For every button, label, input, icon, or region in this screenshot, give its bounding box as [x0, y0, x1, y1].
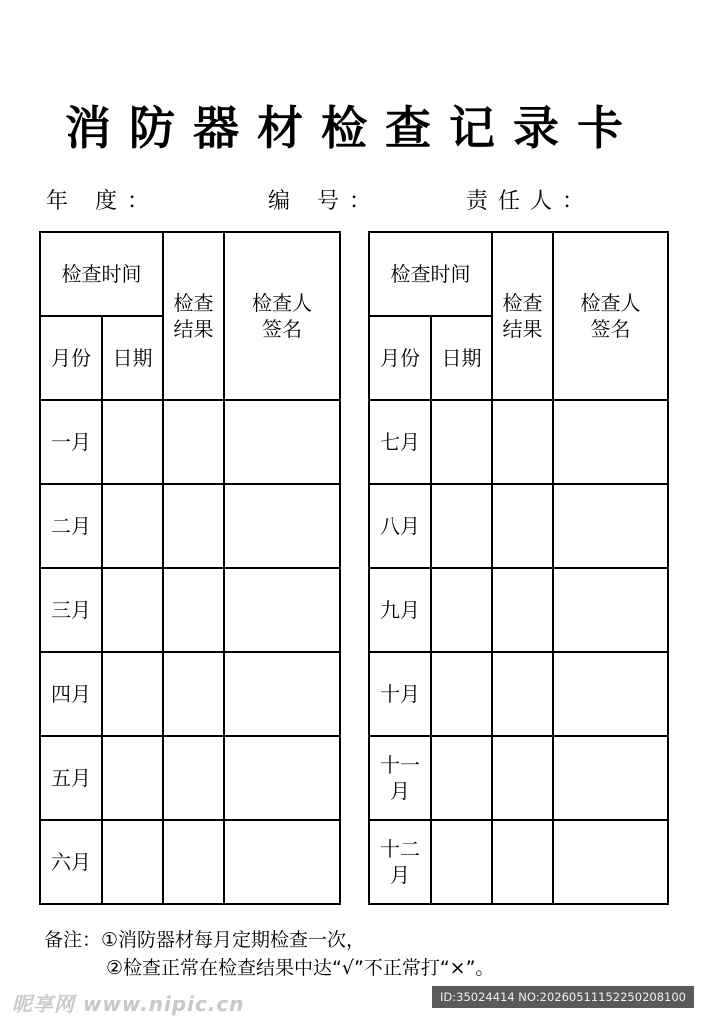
- signer-header: 检查人 签名: [224, 232, 340, 400]
- month-cell: 十月: [369, 652, 431, 736]
- watermark: 昵享网 www.nipic.cn: [12, 992, 245, 1016]
- signer-cell: [553, 568, 668, 652]
- month-cell: 十二月: [369, 820, 431, 904]
- result-cell: [163, 484, 224, 568]
- table-row: [40, 484, 340, 568]
- month-cell: 七月: [369, 400, 431, 484]
- year-field-label: 年 度：: [46, 189, 159, 214]
- table-row: [369, 484, 668, 568]
- date-cell: [431, 820, 492, 904]
- date-cell: [102, 568, 163, 652]
- table-row: [40, 568, 340, 652]
- signer-cell: [224, 400, 340, 484]
- result-cell: [492, 736, 553, 820]
- result-cell: [163, 736, 224, 820]
- number-field-label: 编 号：: [268, 189, 381, 214]
- month-cell: 九月: [369, 568, 431, 652]
- table-row: [369, 736, 668, 820]
- result-cell: [492, 652, 553, 736]
- result-cell: [492, 568, 553, 652]
- person-field-label: 责任人：: [466, 189, 595, 214]
- date-cell: [102, 736, 163, 820]
- date-cell: [431, 484, 492, 568]
- result-cell: [163, 400, 224, 484]
- signer-cell: [553, 652, 668, 736]
- result-cell: [492, 820, 553, 904]
- image-id-bar: ID:35024414 NO:20260511152250208100: [432, 986, 694, 1008]
- month-header: 月份: [40, 316, 102, 400]
- signer-cell: [224, 652, 340, 736]
- table-row: [369, 820, 668, 904]
- signer-cell: [553, 736, 668, 820]
- signer-cell: [224, 568, 340, 652]
- table-row: [40, 652, 340, 736]
- signer-cell: [224, 820, 340, 904]
- date-cell: [102, 820, 163, 904]
- signer-header: 检查人 签名: [553, 232, 668, 400]
- month-header: 月份: [369, 316, 431, 400]
- result-cell: [163, 652, 224, 736]
- month-cell: 四月: [40, 652, 102, 736]
- date-cell: [431, 736, 492, 820]
- time-header: 检查时间: [369, 232, 492, 316]
- date-cell: [102, 652, 163, 736]
- date-cell: [102, 400, 163, 484]
- result-cell: [492, 484, 553, 568]
- signer-cell: [553, 484, 668, 568]
- month-cell: 五月: [40, 736, 102, 820]
- page-title: 消防器材检查记录卡: [65, 101, 641, 155]
- date-cell: [431, 400, 492, 484]
- signer-cell: [553, 400, 668, 484]
- result-cell: [163, 568, 224, 652]
- table-row: [40, 736, 340, 820]
- month-cell: 三月: [40, 568, 102, 652]
- result-header: 检查 结果: [492, 232, 553, 400]
- date-header: 日期: [431, 316, 492, 400]
- signer-cell: [553, 820, 668, 904]
- table-row: [369, 400, 668, 484]
- note-line-1: 备注：①消防器材每月定期检查一次，: [44, 929, 366, 951]
- result-header: 检查 结果: [163, 232, 224, 400]
- month-cell: 六月: [40, 820, 102, 904]
- month-cell: 十一月: [369, 736, 431, 820]
- result-cell: [163, 820, 224, 904]
- date-cell: [431, 652, 492, 736]
- inspection-table-right: [368, 231, 669, 905]
- table-row: [369, 652, 668, 736]
- result-cell: [492, 400, 553, 484]
- note-line-2: ②检查正常在检查结果中达“√”不正常打“×”。: [106, 957, 495, 979]
- date-cell: [102, 484, 163, 568]
- notes: [44, 926, 494, 982]
- time-header: 检查时间: [40, 232, 163, 316]
- month-cell: 八月: [369, 484, 431, 568]
- table-row: [40, 820, 340, 904]
- date-header: 日期: [102, 316, 163, 400]
- date-cell: [431, 568, 492, 652]
- signer-cell: [224, 736, 340, 820]
- signer-cell: [224, 484, 340, 568]
- month-cell: 二月: [40, 484, 102, 568]
- month-cell: 一月: [40, 400, 102, 484]
- inspection-table-left: [39, 231, 341, 905]
- table-row: [369, 568, 668, 652]
- table-row: [40, 400, 340, 484]
